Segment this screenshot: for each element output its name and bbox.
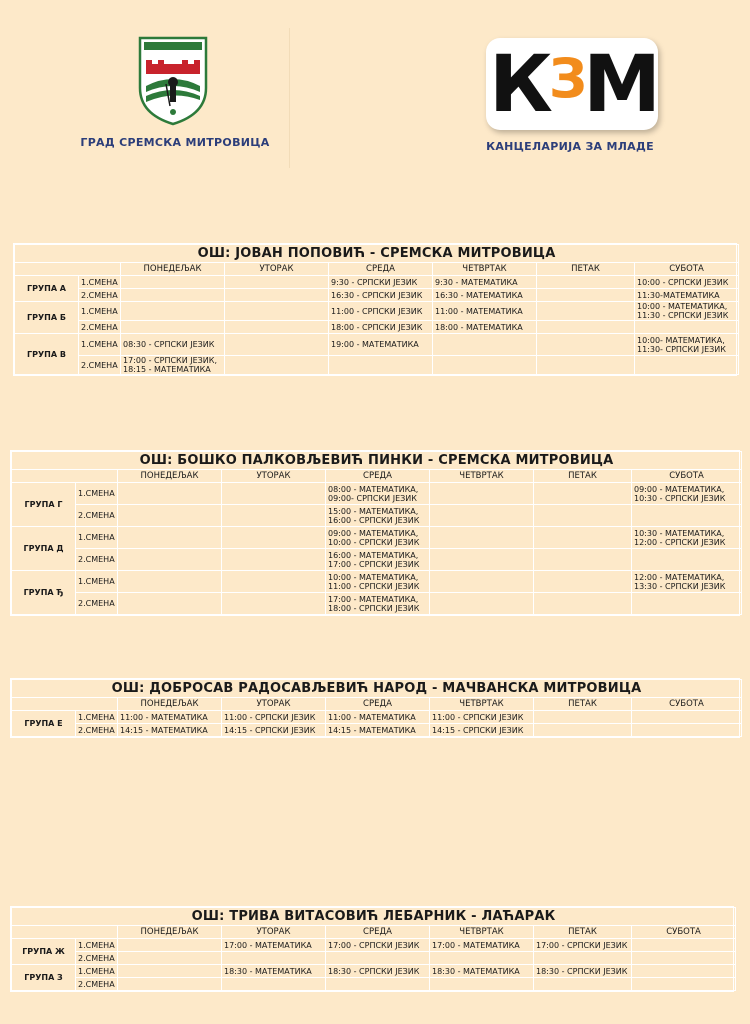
schedule-cell: 12:00 - МАТЕМАТИКА, 13:30 - СРПСКИ ЈЕЗИК [632,571,742,593]
schedule-cell: 18:30 - МАТЕМАТИКА [430,965,534,978]
schedule-cell: 08:30 - СРПСКИ ЈЕЗИК [121,334,225,356]
day-header: ПОНЕДЕЉАК [118,470,222,483]
day-header: СУБОТА [632,926,736,939]
shift-label: 1.СМЕНА [76,711,118,724]
day-header: СУБОТА [635,263,739,276]
schedule-table [11,451,742,615]
school-schedule-3 [10,678,740,738]
shift-label: 1.СМЕНА [76,965,118,978]
shift-row [12,952,736,965]
schedule-cell [537,276,635,289]
schedule-cell: 10:00 - МАТЕМАТИКА, 11:00 - СРПСКИ ЈЕЗИК [326,571,430,593]
schedule-cell [329,356,433,375]
shift-label: 1.СМЕНА [76,527,118,549]
schedule-cell: 11:00 - СРПСКИ ЈЕЗИК [430,711,534,724]
school-title: ОШ: ЈОВАН ПОПОВИЋ - СРЕМСКА МИТРОВИЦА [15,245,739,263]
schedule-cell: 14:15 - СРПСКИ ЈЕЗИК [222,724,326,737]
schedule-cell [118,571,222,593]
schedule-cell [222,593,326,615]
schedule-cell [430,571,534,593]
school-title: ОШ: ДОБРОСАВ РАДОСАВЉЕВИЋ НАРОД - МАЧВАНСКА МИТРОВИЦА [12,680,742,698]
schedule-cell [534,593,632,615]
shift-label: 1.СМЕНА [76,939,118,952]
schedule-cell [534,527,632,549]
schedule-cell [222,571,326,593]
day-header: СРЕДА [326,926,430,939]
shift-row [12,505,742,527]
day-header: ПЕТАК [534,470,632,483]
schedule-cell [632,724,742,737]
day-header: ЧЕТВРТАК [430,926,534,939]
schedule-cell: 18:30 - МАТЕМАТИКА [222,965,326,978]
schedule-cell [222,505,326,527]
schedule-cell: 9:30 - МАТЕМАТИКА [433,276,537,289]
shift-row [12,527,742,549]
schedule-cell [118,549,222,571]
shift-label: 2.СМЕНА [76,724,118,737]
shift-row [12,978,736,991]
shift-label: 1.СМЕНА [79,334,121,356]
shift-row [12,593,742,615]
group-name: ГРУПА Ж [12,939,76,965]
day-header: ПЕТАК [537,263,635,276]
schedule-cell: 18:00 - МАТЕМАТИКА [433,321,537,334]
office-name: КАНЦЕЛАРИЈА ЗА МЛАДЕ [486,140,654,153]
kzm-logo-text [486,40,658,130]
schedule-cell: 14:15 - СРПСКИ ЈЕЗИК [430,724,534,737]
schedule-cell: 10:30 - МАТЕМАТИКА, 12:00 - СРПСКИ ЈЕЗИК [632,527,742,549]
day-header: ПЕТАК [534,698,632,711]
schedule-cell: 19:00 - МАТЕМАТИКА [329,334,433,356]
day-header: УТОРАК [222,926,326,939]
schedule-cell [632,952,736,965]
group-name: ГРУПА Д [12,527,76,571]
schedule-cell [326,978,430,991]
schedule-cell: 11:00 - СРПСКИ ЈЕЗИК [329,302,433,321]
schedule-cell: 17:00 - МАТЕМАТИКА [222,939,326,952]
schedule-cell [430,952,534,965]
schedule-cell [326,952,430,965]
day-header: УТОРАК [222,470,326,483]
schedule-cell [534,978,632,991]
schedule-cell [225,302,329,321]
schedule-cell [534,549,632,571]
shift-row [15,321,739,334]
schedule-cell [118,505,222,527]
school-schedule-2 [10,450,740,616]
logo-m: М [583,40,655,130]
schedule-cell [433,334,537,356]
shift-label: 1.СМЕНА [79,302,121,321]
schedule-cell [430,549,534,571]
shift-label: 1.СМЕНА [76,483,118,505]
schedule-cell: 09:00 - МАТЕМАТИКА, 10:30 - СРПСКИ ЈЕЗИК [632,483,742,505]
schedule-cell [635,356,739,375]
schedule-cell: 16:30 - СРПСКИ ЈЕЗИК [329,289,433,302]
schedule-table [11,679,742,737]
shift-row [15,356,739,375]
schedule-cell: 10:00 - МАТЕМАТИКА, 11:30 - СРПСКИ ЈЕЗИК [635,302,739,321]
schedule-cell: 17:00 - СРПСКИ ЈЕЗИК [326,939,430,952]
shift-label: 2.СМЕНА [76,593,118,615]
schedule-cell [537,302,635,321]
schedule-cell [534,711,632,724]
shift-row [12,939,736,952]
shift-label: 1.СМЕНА [76,571,118,593]
schedule-cell: 10:00 - СРПСКИ ЈЕЗИК [635,276,739,289]
school-schedule-1 [13,243,737,376]
schedule-cell [118,952,222,965]
schedule-cell [222,952,326,965]
schedule-cell: 16:00 - МАТЕМАТИКА, 17:00 - СРПСКИ ЈЕЗИК [326,549,430,571]
schedule-cell [222,483,326,505]
shift-row [12,724,742,737]
schedule-cell: 11:00 - МАТЕМАТИКА [118,711,222,724]
schedule-cell: 15:00 - МАТЕМАТИКА, 16:00 - СРПСКИ ЈЕЗИК [326,505,430,527]
schedule-cell [632,978,736,991]
day-header: СРЕДА [326,698,430,711]
shift-row [15,289,739,302]
schedule-cell [430,483,534,505]
schedule-cell: 17:00 - МАТЕМАТИКА [430,939,534,952]
schedule-table [11,907,736,991]
group-name: ГРУПА Г [12,483,76,527]
schedule-cell: 10:00- МАТЕМАТИКА, 11:30- СРПСКИ ЈЕЗИК [635,334,739,356]
day-header: ЧЕТВРТАК [430,698,534,711]
schedule-cell [635,321,739,334]
schedule-cell [537,289,635,302]
schedule-cell: 18:30 - СРПСКИ ЈЕЗИК [534,965,632,978]
school-title: ОШ: ТРИВА ВИТАСОВИЋ ЛЕБАРНИК - ЛАЋАРАК [12,908,736,926]
group-name: ГРУПА З [12,965,76,991]
group-name: ГРУПА Б [15,302,79,334]
schedule-cell [632,549,742,571]
shift-label: 2.СМЕНА [76,952,118,965]
shift-row [15,276,739,289]
schedule-cell: 16:30 - МАТЕМАТИКА [433,289,537,302]
schedule-cell [430,978,534,991]
schedule-cell [121,289,225,302]
schedule-cell [121,302,225,321]
corner-cell [12,698,118,711]
schedule-cell: 11:00 - МАТЕМАТИКА [326,711,430,724]
schedule-cell: 11:00 - МАТЕМАТИКА [433,302,537,321]
schedule-cell [430,593,534,615]
schedule-cell: 18:30 - СРПСКИ ЈЕЗИК [326,965,430,978]
schedule-cell [534,483,632,505]
shift-row [12,549,742,571]
logo-k: К [489,40,547,130]
day-header: УТОРАК [222,698,326,711]
school-title: ОШ: БОШКО ПАЛКОВЉЕВИЋ ПИНКИ - СРЕМСКА МИТРОВИЦА [12,452,742,470]
corner-cell [12,926,118,939]
schedule-cell [632,711,742,724]
schedule-cell [118,939,222,952]
shift-label: 2.СМЕНА [79,321,121,334]
shift-label: 1.СМЕНА [79,276,121,289]
office-header [470,28,670,168]
shift-row [15,334,739,356]
schedule-cell [225,276,329,289]
day-header: ЧЕТВРТАК [430,470,534,483]
schedule-cell [632,965,736,978]
day-header: СУБОТА [632,698,742,711]
day-header: ПОНЕДЕЉАК [121,263,225,276]
schedule-cell: 09:00 - МАТЕМАТИКА, 10:00 - СРПСКИ ЈЕЗИК [326,527,430,549]
schedule-cell [430,527,534,549]
day-header: УТОРАК [225,263,329,276]
schedule-cell: 17:00 - МАТЕМАТИКА, 18:00 - СРПСКИ ЈЕЗИК [326,593,430,615]
city-name: ГРАД СРЕМСКА МИТРОВИЦА [80,136,270,149]
schedule-cell [118,978,222,991]
schedule-cell [121,321,225,334]
shift-label: 2.СМЕНА [79,356,121,375]
schedule-cell [534,952,632,965]
shift-label: 2.СМЕНА [76,549,118,571]
schedule-cell [118,593,222,615]
day-header: ПОНЕДЕЉАК [118,926,222,939]
shift-row [12,711,742,724]
schedule-cell [225,334,329,356]
city-header [60,28,290,168]
schedule-cell: 11:00 - СРПСКИ ЈЕЗИК [222,711,326,724]
day-header: СРЕДА [329,263,433,276]
kzm-logo [486,38,658,130]
schedule-cell [534,724,632,737]
schedule-cell [121,276,225,289]
schedule-cell: 17:00 - СРПСКИ ЈЕЗИК [534,939,632,952]
schedule-cell [632,939,736,952]
schedule-cell: 9:30 - СРПСКИ ЈЕЗИК [329,276,433,289]
schedule-cell [222,978,326,991]
shift-row [12,483,742,505]
group-name: ГРУПА Ђ [12,571,76,615]
city-crest-icon [136,34,210,126]
schedule-cell [632,593,742,615]
schedule-cell: 11:30-МАТЕМАТИКА [635,289,739,302]
day-header: ПЕТАК [534,926,632,939]
schedule-cell: 08:00 - МАТЕМАТИКА, 09:00- СРПСКИ ЈЕЗИК [326,483,430,505]
schedule-cell [537,334,635,356]
shift-label: 2.СМЕНА [79,289,121,302]
day-header: ЧЕТВРТАК [433,263,537,276]
schedule-cell [433,356,537,375]
day-header: СУБОТА [632,470,742,483]
schedule-table [14,244,739,375]
schedule-cell: 14:15 - МАТЕМАТИКА [118,724,222,737]
corner-cell [15,263,121,276]
schedule-cell [537,321,635,334]
schedule-cell [225,356,329,375]
schedule-cell [118,483,222,505]
shift-label: 2.СМЕНА [76,505,118,527]
school-schedule-4 [10,906,734,992]
schedule-cell [222,549,326,571]
shift-label: 2.СМЕНА [76,978,118,991]
group-name: ГРУПА В [15,334,79,375]
schedule-cell [225,289,329,302]
schedule-cell [537,356,635,375]
logo-z: З [548,47,582,110]
schedule-cell: 17:00 - СРПСКИ ЈЕЗИК, 18:15 - МАТЕМАТИКА [121,356,225,375]
schedule-cell [118,965,222,978]
group-name: ГРУПА Е [12,711,76,737]
shift-row [12,571,742,593]
schedule-cell [222,527,326,549]
corner-cell [12,470,118,483]
schedule-cell [430,505,534,527]
day-header: ПОНЕДЕЉАК [118,698,222,711]
schedule-cell [225,321,329,334]
schedule-cell [534,571,632,593]
day-header: СРЕДА [326,470,430,483]
shift-row [12,965,736,978]
schedule-cell [534,505,632,527]
group-name: ГРУПА А [15,276,79,302]
shift-row [15,302,739,321]
schedule-cell [632,505,742,527]
schedule-cell [118,527,222,549]
schedule-cell: 14:15 - МАТЕМАТИКА [326,724,430,737]
schedule-cell: 18:00 - СРПСКИ ЈЕЗИК [329,321,433,334]
